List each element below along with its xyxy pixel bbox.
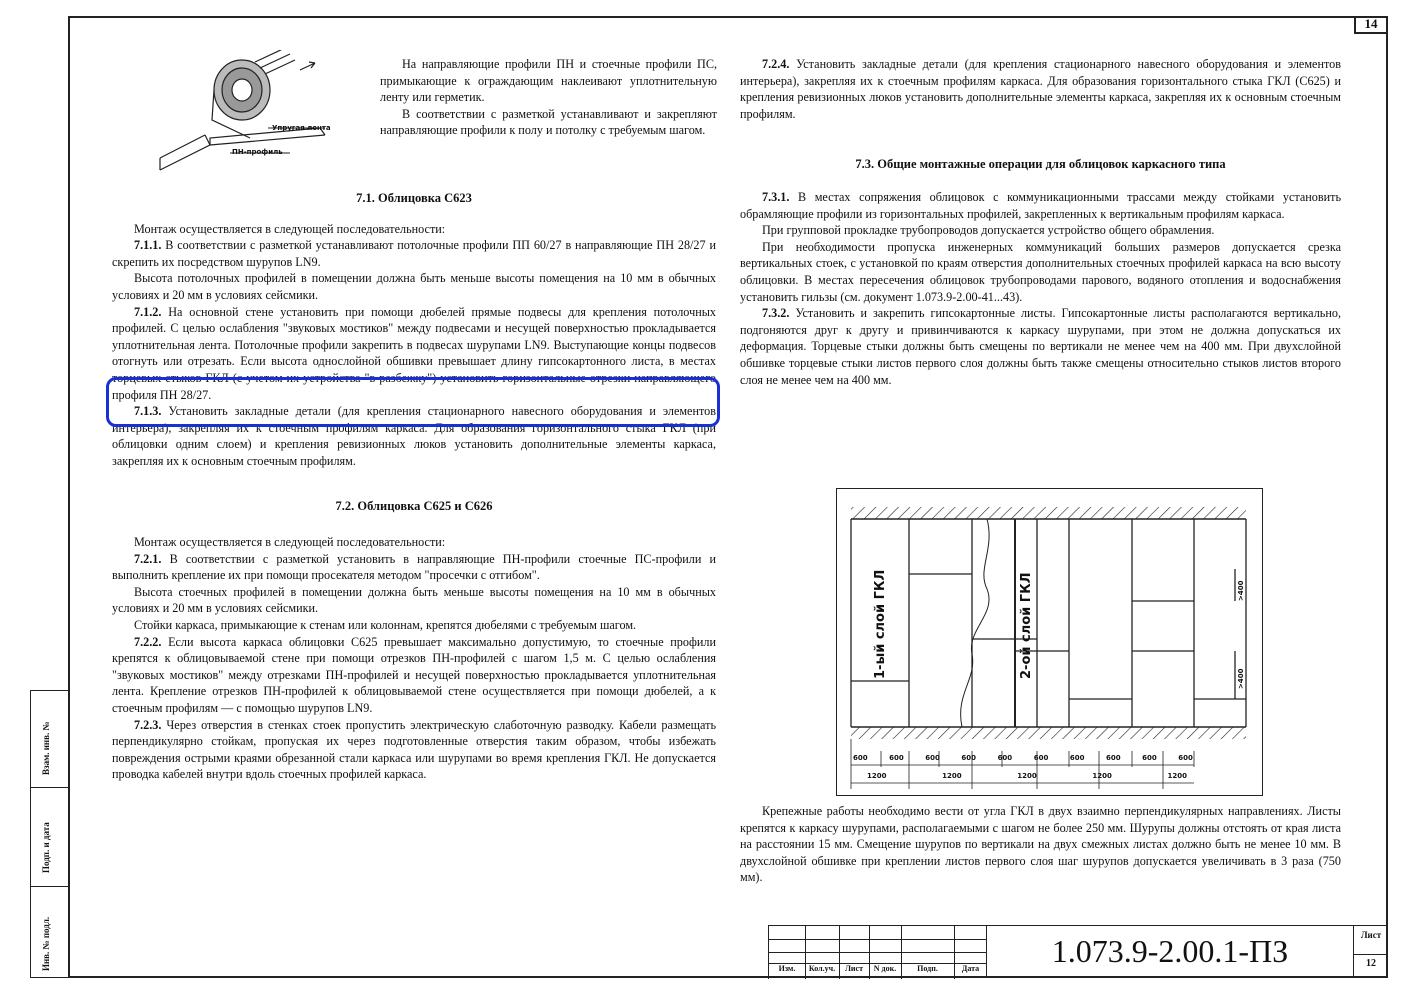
s721-paragraph-2: Высота стоечных профилей в помещении должна быть меньше высоты помещения на 10 мм в обычных условиях и 20 мм в условиях сейсмики. (112, 584, 716, 616)
s721-paragraph: 7.2.1. В соответствии с разметкой установить в направляющие ПН-профили стоечные ПС-профили и выполнить крепление их при помощи просекателя методом "просечки с отгибом". (112, 551, 716, 583)
tape-label: Упругая лента (272, 124, 331, 132)
sheet-box (1353, 925, 1388, 978)
col-header: Дата (961, 964, 980, 973)
s722-paragraph: 7.2.2. Если высота каркаса облицовки С625 превышает максимально допустимую, то стоечные профили крепятся к облицовываемой стене при помощи отрезков ПН-профилей с шагом 1,5 м. С целью ослабления "звуковых мостиков" между отрезками ПН-профилей и несущей поверхностью прокладывается уплотнительная лента. Крепление отрезков ПН-профилей к облицовываемой стене осуществляется при помощи дюбелей, а к стоечным профилям — с помощью шурупов LN9. (112, 634, 717, 716)
col-header: Подп. (917, 964, 938, 973)
dim-label-bottom: >400 (1237, 668, 1245, 689)
s732-paragraph: 7.3.2. Установить и закрепить гипсокартонные листы. Гипсокартонные листы располагаются вертикально, подгоняются друг к другу и привинчиваются к каркасу шурупами, при этом не должна допускаться их деформация. Торцевые стыки должны быть смещены по вертикали не менее чем на 400 мм. При двухслойной обшивке торцевые стыки листов первого слоя должны быть также смещены относительно стыков листов второго слоя не менее чем на 400 мм. (740, 306, 1342, 387)
top-page-number: 14 (1354, 16, 1388, 34)
sheet-label: Лист (1360, 930, 1382, 940)
dim-600: 600 (853, 754, 868, 762)
s712-paragraph: 7.1.2. На основной стене установить при помощи дюбелей прямые подвесы для крепления потолочных профилей. С целью ослабления "звуковых мостиков" между подвесами и несущей поверхностью прокладывается уплотнительная лента. Потолочные профили закрепить в подвесах шурупами LN9. Выступающие концы подвесов отогнуть или отрезать. Если высота однослойной обшивки превышает длину гипсокартонного листа, в местах торцевых стыков ГКЛ (с учетом их устройства "в разбежку") установить горизонтальные отрезки направляющего профиля ПН 28/27. (112, 304, 716, 402)
dim-600: 600 (889, 754, 904, 762)
highlight-box (106, 377, 720, 427)
dim-1200: 1200 (1017, 772, 1037, 780)
section-7-3-title: 7.3. Общие монтажные операции для облицовок каркасного типа (855, 157, 1226, 172)
s731-paragraph-2: При групповой прокладке трубопроводов допускается устройство общего обрамления. (762, 223, 1215, 238)
col-header: N док. (873, 964, 897, 973)
side-label-inv: Инв. № подл. (41, 916, 51, 971)
s711-paragraph: 7.1.1. В соответствии с разметкой устанавливают потолочные профили ПП 60/27 в направляющие ПН 28/27 и скрепить их посредством шурупов LN9. (112, 238, 716, 269)
dim-600: 600 (925, 754, 940, 762)
dim-600: 600 (997, 754, 1013, 762)
dim-row-1200 (867, 772, 1187, 780)
dim-600: 600 (1178, 754, 1193, 762)
s731-paragraph-3: При необходимости пропуска инженерных коммуникаций больших размеров допускается срезка вертикальных стоек, с установкой по краям отверстия дополнительных стоечных профилей каркаса на всю высоту облицовки. В местах пересечения облицовок трубопроводами парового, водяного отопления и водоснабжения установить гильзы (см. документ 1.073.9-2.00-41...43). (740, 239, 1341, 304)
dim-label-top: >400 (1237, 580, 1245, 601)
side-label-replace: Взам. инв. № (41, 721, 51, 775)
s72-intro: Монтаж осуществляется в следующей последовательности: (134, 535, 446, 550)
intro-text (380, 56, 717, 139)
side-divider (31, 886, 69, 887)
col-header: Лист (844, 964, 864, 973)
sheet-number: 12 (1354, 954, 1388, 969)
dim-600: 600 (1105, 754, 1121, 762)
intro-paragraph-1: На направляющие профили ПН и стоечные профили ПС, примыкающие к ограждающим наклеивают уплотнительную ленту или герметик. (380, 57, 717, 105)
side-divider (31, 787, 69, 788)
s71-intro: Монтаж осуществляется в следующей последовательности: (134, 221, 446, 236)
layer1-label: 1-ый слой ГКЛ (873, 569, 888, 679)
tape-roll-figure (150, 50, 340, 180)
s721-paragraph-3: Стойки каркаса, примыкающие к стенам или колоннам, крепятся дюбелями с требуемым шагом. (134, 618, 637, 633)
right-column-bottom (740, 803, 1341, 886)
revision-table (768, 925, 987, 979)
right-column (740, 56, 1341, 388)
s711-paragraph-2: Высота потолочных профилей в помещении должна быть меньше высоты помещения на 10 мм в обычных условиях и 20 мм в условиях сейсмики. (112, 271, 716, 302)
s731-paragraph: 7.3.1. В местах сопряжения облицовок с коммуникационными трассами между стойками установить обрамляющие профили из горизонтальных профилей, закрепленных к вертикальным профилям каркаса. (740, 189, 1342, 221)
dim-1200: 1200 (942, 772, 962, 780)
s723-paragraph: 7.2.3. Через отверстия в стенках стоек пропустить электрическую слаботочную разводку. Кабели размещать перпендикулярно стойкам, пропуская их через подготовленные отверстия таким образом, чтобы избежать повреждения острыми краями обрезанной стали каркаса или шурупами во время крепления ГКЛ. Не допускается проводка кабелей внутри вдоль стоечных профилей каркаса. (112, 717, 717, 782)
dim-600: 600 (961, 754, 977, 762)
dim-600: 600 (1142, 754, 1157, 762)
intro-paragraph-2: В соответствии с разметкой устанавливают и закрепляют направляющие профили к полу и потолку с требуемым шагом. (380, 106, 717, 138)
layer2-label: 2-ой слой ГКЛ (1019, 572, 1034, 679)
side-stamp (30, 690, 68, 978)
dim-row-600 (853, 754, 1193, 762)
s724-paragraph: 7.2.4. Установить закладные детали (для крепления стационарного навесного оборудования и элементов интерьера), закрепляя их к стоечным профилям каркаса. Для образования горизонтального стыка ГКЛ (С625) и крепления ревизионных люков установить дополнительные элементы каркаса, закрепляя их к основным стоечным профилям. (740, 57, 1341, 121)
side-label-sign: Подп. и дата (41, 822, 51, 873)
title-block (768, 925, 1388, 978)
dim-600: 600 (1069, 754, 1085, 762)
document-code: 1.073.9-2.00.1-ПЗ (986, 925, 1353, 978)
dim-600: 600 (1033, 754, 1049, 762)
section-7-2-title: 7.2. Облицовка С625 и С626 (335, 498, 493, 513)
col-header: Изм. (778, 964, 796, 973)
left-column (112, 190, 716, 783)
dim-1200: 1200 (867, 772, 887, 780)
s713-paragraph: 7.1.3. Установить закладные детали (для крепления стационарного навесного оборудования и элементов интерьера), закрепляя их к стоечным профилям каркаса. Для образования горизонтального стыка ГКЛ (при облицовки одним слоем) и крепления ревизионных люков установить дополнительные элементы каркаса, закрепляя их к основным стоечным профилям. (112, 404, 717, 468)
sheet-layout-diagram (836, 488, 1263, 796)
s732-paragraph-after: Крепежные работы необходимо вести от угла ГКЛ в двух взаимно перпендикулярных направлениях. Листы крепятся к каркасу шурупами, располагаемыми с шагом не более 250 мм. Шурупы должны отстоять от края листа на расстоянии 15 мм. Смещение шурупов по вертикали на двух смежных листах должно быть не менее 10 мм. В двухслойной обшивке при креплении листов первого слоя шаг шурупов допускается увеличивать в 3 раза (750 мм). (740, 804, 1341, 885)
section-7-1-title: 7.1. Облицовка С623 (356, 191, 472, 205)
col-header: Кол.уч. (808, 964, 836, 973)
dim-1200: 1200 (1167, 772, 1187, 780)
dim-1200: 1200 (1092, 772, 1112, 780)
profile-label: ПН-профиль (232, 148, 283, 156)
